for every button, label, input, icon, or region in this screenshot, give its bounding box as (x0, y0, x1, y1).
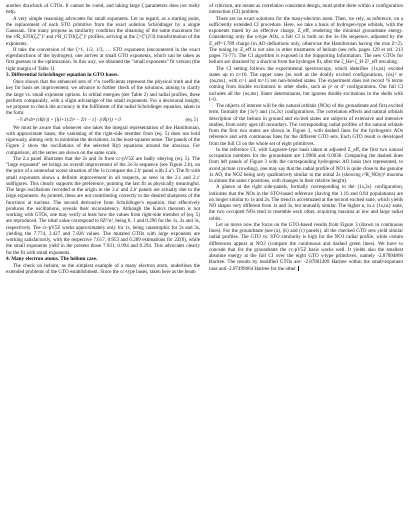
paragraph: of criticism, are meant as correlation consistent design, must probe them within a configuration interaction (CI) problem. (209, 3, 403, 16)
paragraph: The CI setting follows the experimental spectroscopy, which identifies {1s,ns} excited states up to n=10. The upper ones (as well as the doubly excited configurations, {ns}² or {ns,ms}, with n>1 and m>1) are non-bonded states. The experiment does not record ¹S terms coming from double excitations in other shells, such as p² or d² configurations. Our full CI includes all the {ns,ms} Slater determinants, but ignores double excitations in the shells with l>0. (209, 65, 403, 103)
paragraph: Once shown that the enhanced sets of r^n coefficients represent the physical truth and the key for basis set improvement, we advance to further check of the solutions, aiming to clarify the large vs. small exponent options. In orbital energies (see Table 2) and radial profiles, these perform comparably, with a slight advantage of the small exponents. For a decisional insight, we propose to check the accuracy in the fulfilment of the radial Schrödinger equation, taken in the form: (6, 79, 200, 117)
right-column (209, 3, 403, 506)
paragraph: The 2.a panel illustrates that the 2s and 3s from cc-pV5Z are badly obeying (eq. 5). The "large exponent" set brings an overall improvement of the 2s-3s sequence (see Figure 2.b), on the price of a somewhat worse situation of the 1s (compare the 2.b' panel with 2.a'). The fit with small exponents shows a definite improvement in all respects, as seen in the 2.c and 2.c' subfigures. This clearly supports the preference, pointing the last fit as physically meaningful. The large oscillations recorded at the origin in the 2.a' and 2.b' panels are actually due to the large exponents. As pointed, these are not contributing correctly to the desired sharpness of the functions at nucleus. The second derivative from Schrödinger's equation, that effectively produces the oscillations, reveals their inconsistency. Although the Kato's theorem is not working with GTOs, one may verify at least how the values from right-side member of (eq. 5) are reproduced. The ideal value correspond to 8Z³/n³, being 8, 1 and 0.296 for the 1s, 2s and 3s, respectively. The cc-pV5Z works approximately only for 1s, being catastrophic for 2s and 3s, yielding the 7.774, 2.427 and 7.826 values. The mutated GTOs with large exponents are working satisfactorily, with the respective 7.617, 0.953 and 0.289 estimations for 2Z(0), while the small exponents yield in the present those 7.931, 0.994 and 0.294. This advocates clearly for the fit with small exponents. (6, 155, 200, 256)
section-heading: 4. Many electron atoms. The helium case. (6, 256, 98, 263)
paragraph: A very simple reasoning advocates for small exponents. Let us regard, as a starting point, the replacement of each STO primitive from the exact solution Schrödinger by a single Gaussian. One many propose as similarity condition the obtaining of the same maximum for the r²R_STO(ζ,ζ″)² and r²R_GTO(ζ,ζ″)² profiles, arriving at the ζ=ζ″(2/3) transformation of the exponents. (6, 15, 200, 47)
paragraph: We must be aware that whenever one takes the integral representation of the Hamiltonian, with approximate bases, the vanishing of the right-side member from (eq. 5) does not hold rigorously, aiming only to minimise the deviations, in the least-squares sense. The panels of the Figure 2 show the oscillations of the selected R(r) equations around the abscissa. For comparison, all the series are shown on the same scale. (6, 124, 200, 156)
paragraph: In the reference CI, with Laguerre-type basis taken at adjusted Z_eff, the first two natural occupation numbers for the groundstate are 1.9966 and 0.0036. Comparing the dashed lines from left panels of Figure 3 with the corresponding hydrogenic AO basis (not represented, to avoid picture crowding), one may say that the radial profile of NO1 is quite close to the genuine 1s AO, the NO2 being only qualitatively similar to the initial 2s (showing r²R_NO(r)² maxima in almost the same r positions, with changes in their relative height). (209, 146, 403, 184)
paragraph: another drawback of GTOs. It cannot be cured, and taking large ζ parameters does not really help. (6, 3, 200, 16)
paragraph: The check on helium, as the simplest example of a many electron atom, underlines the extended problems of the GTO establishment. Since the cc-type bases, taken here as the beam (6, 263, 200, 276)
equation-number: (eq. 5) (185, 118, 198, 124)
section-heading: 3. Differential Schrödinger equation in GTO bases. (6, 72, 119, 79)
paragraph: A glance at the right side-panels, formally corresponding to the {1s,2s} configuration, indicates that the NOs in the STO-based reference (having the 1.16 and 0.84 populations) are no longer similar to 1s and 2s. The trend is accentuated at the second excited state, which yields NO shapes very different from 1s and 3s, but mutually similar. The higher n, in a {1s,ns} state, the two occupied NOs tend to resemble each other, acquiring maxima at low and large radial orbits. (209, 184, 403, 222)
paragraph (209, 222, 403, 272)
paragraph: The objects of interest will be the natural orbitals (NOs) of the groundstate and first excited term, formally the {1s²} and {1s,2s} configurations. The correlation effects and natural orbitals description of the helium in ground and excited states are subjects of extensive and intensive studies, from early ages till nowadays. The corresponding radial profiles of the natural orbitals from the first two states are shown in Figure 3, with dashed lines for the hydrogenic AOs reference and with continuous lines for the different GTO sets. Each GTO result is developed from the full CI on the whole set of eight primitives. (209, 103, 403, 147)
paragraph-text: Let us move now the focus on the GTO-based results from Figure 3 (drawn in continuous lines). For the groundstate (see (a), (b) and (c) panels), all the checked GTO sets yield similar radial profiles. The GTO vs. STO similarity is high for the NO1 radial profile, while certain differences appear at NO2 (compare the continuous and dashed green lines). We have to concede that for the groundstate the cc-pV5Z basis works well. It yields also the smallest absolute energy at the full CI over the eight GTO s-type primitives, namely -2.87894866 Hartree. The results by modified GTOs are: -2.87881409 Hartree within the small-exponent case and -2.87499664 Hartree for the other. (209, 221, 403, 272)
equation (6, 117, 200, 125)
equation-body: −½ d²/dr² (rR(r)) + [l(l+1)/2r² − Z/r − ε] · (rR(r)) = 0 (16, 118, 121, 124)
left-column (6, 3, 200, 506)
paragraph: There are no exact solutions for the many-electron atom. Then, we rely, as reference, on a sufficiently extended CI procedure. Here, we take a basis of hydrogen-type orbitals, with the exponents tuned by an effective charge, Z_eff, rendering the minimal groundstate energy. Considering only the s-type AOs, a full CI is built on the 1s-10s sequence, adjusted by the Z_eff=1.789 charge (in AO definitions only, otherwise the Hamiltonian having the true Z=2). The tuning by Z_eff is not also in other treatments of helium (see refs. pages 129 et ref. 213 pages 73-77). The CI algorithm is exposed in the Supporting Information. The new GTOs for helium are obtained by a shortcut from the hydrogen fit, after the ζ_He=ζ_H·Z²_eff rescaling. (209, 15, 403, 66)
paragraph: If take the conversion of the ζ=1, 1/2, 1/3, … STO exponents (encountered in the exact eigenfunctions of the hydrogen), one arrives at small GTO exponents, which can be taken as first guesses in the optimization. In this way, we obtained the "small exponents" fit version (the right margin of Table 1). (6, 46, 200, 72)
text-cursor[interactable] (298, 266, 299, 271)
